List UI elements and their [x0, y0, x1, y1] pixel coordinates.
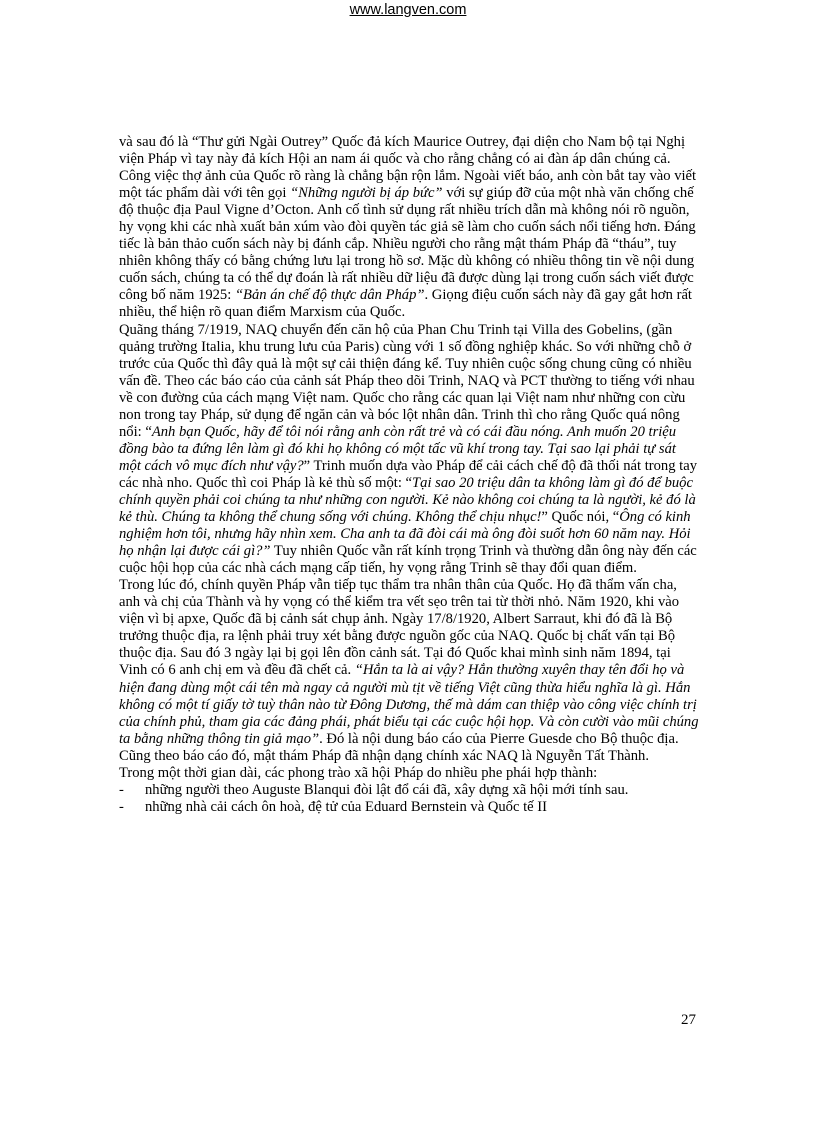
- paragraph-4: [119, 577, 701, 765]
- list-dash: -: [119, 798, 124, 815]
- quote-italic: Tại sao 20 triệu dân ta không làm gì đó để buộc chính quyền phải coi chúng ta như những con người. Kẻ nào không coi chúng ta là người, kẻ đó là kẻ thù. Chúng ta không thể chung sống với chúng. Không thể chịu nhục!: [119, 474, 696, 526]
- paragraph-5: Trong một thời gian dài, các phong trào xã hội Pháp do nhiều phe phái hợp thành:: [119, 764, 598, 781]
- text-run: Trong lúc đó, chính quyền Pháp vẫn tiếp tục thẩm tra nhân thân của Quốc. Họ đã thẩm vấn cha, anh và chị của Thành và hy vọng có thể kiểm tra vết sẹo trên tai từ thời nhỏ. Năm 1920, khi vào viện vì bị apxe, Quốc đã bị cảnh sát chụp ảnh. Ngày 17/8/1920, Albert Sarraut, khi đó đã là Bộ trưởng thuộc địa, ra lệnh phải truy xét bằng được nguồn gốc của NAQ. Quốc bị chất vấn tại Bộ thuộc địa. Sau đó 3 ngày lại bị gọi lên đồn cảnh sát. Tại đó Quốc khai mình sinh năm 1894, tại Vinh có 6 anh chị em và đều đã chết cả.: [119, 577, 680, 679]
- quote-italic: Ông có kinh nghiệm hơn tôi, nhưng hãy nhìn xem. Cha anh ta đã đòi cái mà ông đòi suốt hơn 60 năm nay. Hỏi họ nhận lại được cái gì?”: [119, 509, 691, 560]
- text-run: . Giọng điệu cuốn sách này đã gay gắt hơn rất nhiều, thể hiện rõ quan điểm Marxism của Quốc.: [119, 287, 692, 321]
- list-item: [119, 782, 701, 799]
- list-item-text: những nhà cải cách ôn hoà, đệ tử của Eduard Bernstein và Quốc tế II: [145, 798, 547, 815]
- paragraph-1: và sau đó là “Thư gửi Ngài Outrey” Quốc đả kích Maurice Outrey, đại diện cho Nam bộ tại Nghị viện Pháp vì tay này đả kích Hội an nam ái quốc và cho rằng chẳng có ai đàn áp dân chúng cả.: [119, 134, 686, 168]
- book-title-italic: “Những người bị áp bức”: [290, 185, 443, 202]
- paragraph-3: [119, 322, 701, 578]
- text-run: Công việc thợ ảnh của Quốc rõ ràng là chẳng bận rộn lắm. Ngoài viết báo, anh còn bắt tay vào viết một tác phẩm dài với tên gọi: [119, 168, 697, 202]
- header-website-link[interactable]: www.langven.com: [349, 2, 467, 18]
- text-run: . Đó là nội dung báo cáo của Pierre Guesde cho Bộ thuộc địa. Cũng theo báo cáo đó, mật thám Pháp đã nhận dạng chính xác NAQ là Nguyễn Tất Thành.: [119, 730, 679, 764]
- quote-italic: “Hắn ta là ai vậy? Hắn thường xuyên thay tên đổi họ và hiện đang dùng một cái tên mà ngay cả người mù tịt về tiếng Việt cũng thừa hiểu nghĩa là gì. Hắn không có một tí giấy tờ tuỳ thân nào từ Đông Dương, thế mà dám can thiệp vào công việc chính trị của chính phủ, tham gia các đảng phái, phát biểu tại các cuộc hội họp. Và còn cười vào mũi chúng ta bằng những thông tin giả mạo”: [119, 662, 699, 747]
- list-item: [119, 799, 701, 816]
- text-run: ” Quốc nói, “: [541, 509, 620, 526]
- book-title-italic: “Bản án chế độ thực dân Pháp”: [234, 287, 425, 304]
- page-number: 27: [681, 1012, 696, 1028]
- document-body: [119, 134, 701, 816]
- text-run: Quãng tháng 7/1919, NAQ chuyển đến căn hộ của Phan Chu Trinh tại Villa des Gobelins, (gần quảng trường Italia, khu trung lưu của Paris) cùng với 1 số đồng nghiệp khác. So với những chỗ ở trước của Quốc thì đây quả là một sự cải thiện đáng kể. Tuy nhiên cuộc sống chung cũng có nhiều vấn đề. Theo các báo cáo của cảnh sát Pháp theo dõi Trinh, NAQ và PCT thường to tiếng với nhau về con đường của cách mạng Việt nam. Quốc cho rằng các quan lại Việt nam như những con cừu non trong tay Pháp, sử dụng để ngăn cản và bóc lột nhân dân. Trinh thì cho rằng Quốc quá nông nổi: “: [119, 321, 695, 440]
- quote-italic: Anh bạn Quốc, hãy để tôi nói rằng anh còn rất trẻ và có cái đầu nóng. Anh muốn 20 triệu đồng bào ta đứng lên làm gì đó khi họ không có một tấc vũ khí trong tay. Tại sao lại phải tự sát một cách vô mục đích như vậy?: [119, 423, 677, 474]
- list-item-text: những người theo Auguste Blanqui đòi lật đổ cái đã, xây dựng xã hội mới tính sau.: [145, 781, 629, 798]
- text-run: Tuy nhiên Quốc vẫn rất kính trọng Trinh và thường dẫn ông này đến các cuộc hội họp của các nhà cách mạng cấp tiến, hy vọng rằng Trinh sẽ thay đổi quan điểm.: [119, 543, 697, 577]
- text-run: với sự giúp đỡ của một nhà văn chống chế độ thuộc địa Paul Vigne d’Octon. Anh cố tình sử dụng rất nhiều trích dẫn mà không nói rõ nguồn, hy vọng khi các nhà xuất bản xúm vào đòi quyền tác giả sẽ làm cho cuốn sách nổi tiếng hơn. Đáng tiếc là bản thảo cuốn sách này bị đánh cắp. Nhiều người cho rằng mật thám Pháp đã “tháu”, tuy nhiên không thấy có bằng chứng lưu lại trong hồ sơ. Mặc dù không có nhiều thông tin về nội dung cuốn sách, chúng ta có thể dự đoán là rất nhiều dữ liệu đã được dùng lại trong cuốn sách viết được công bố năm 1925:: [119, 185, 696, 304]
- paragraph-2: [119, 168, 701, 321]
- text-run: ” Trinh muốn dựa vào Pháp để cải cách chế độ đã thối nát trong tay các nhà nho. Quốc thì coi Pháp là kẻ thù số một: “: [119, 457, 697, 491]
- list-dash: -: [119, 781, 124, 798]
